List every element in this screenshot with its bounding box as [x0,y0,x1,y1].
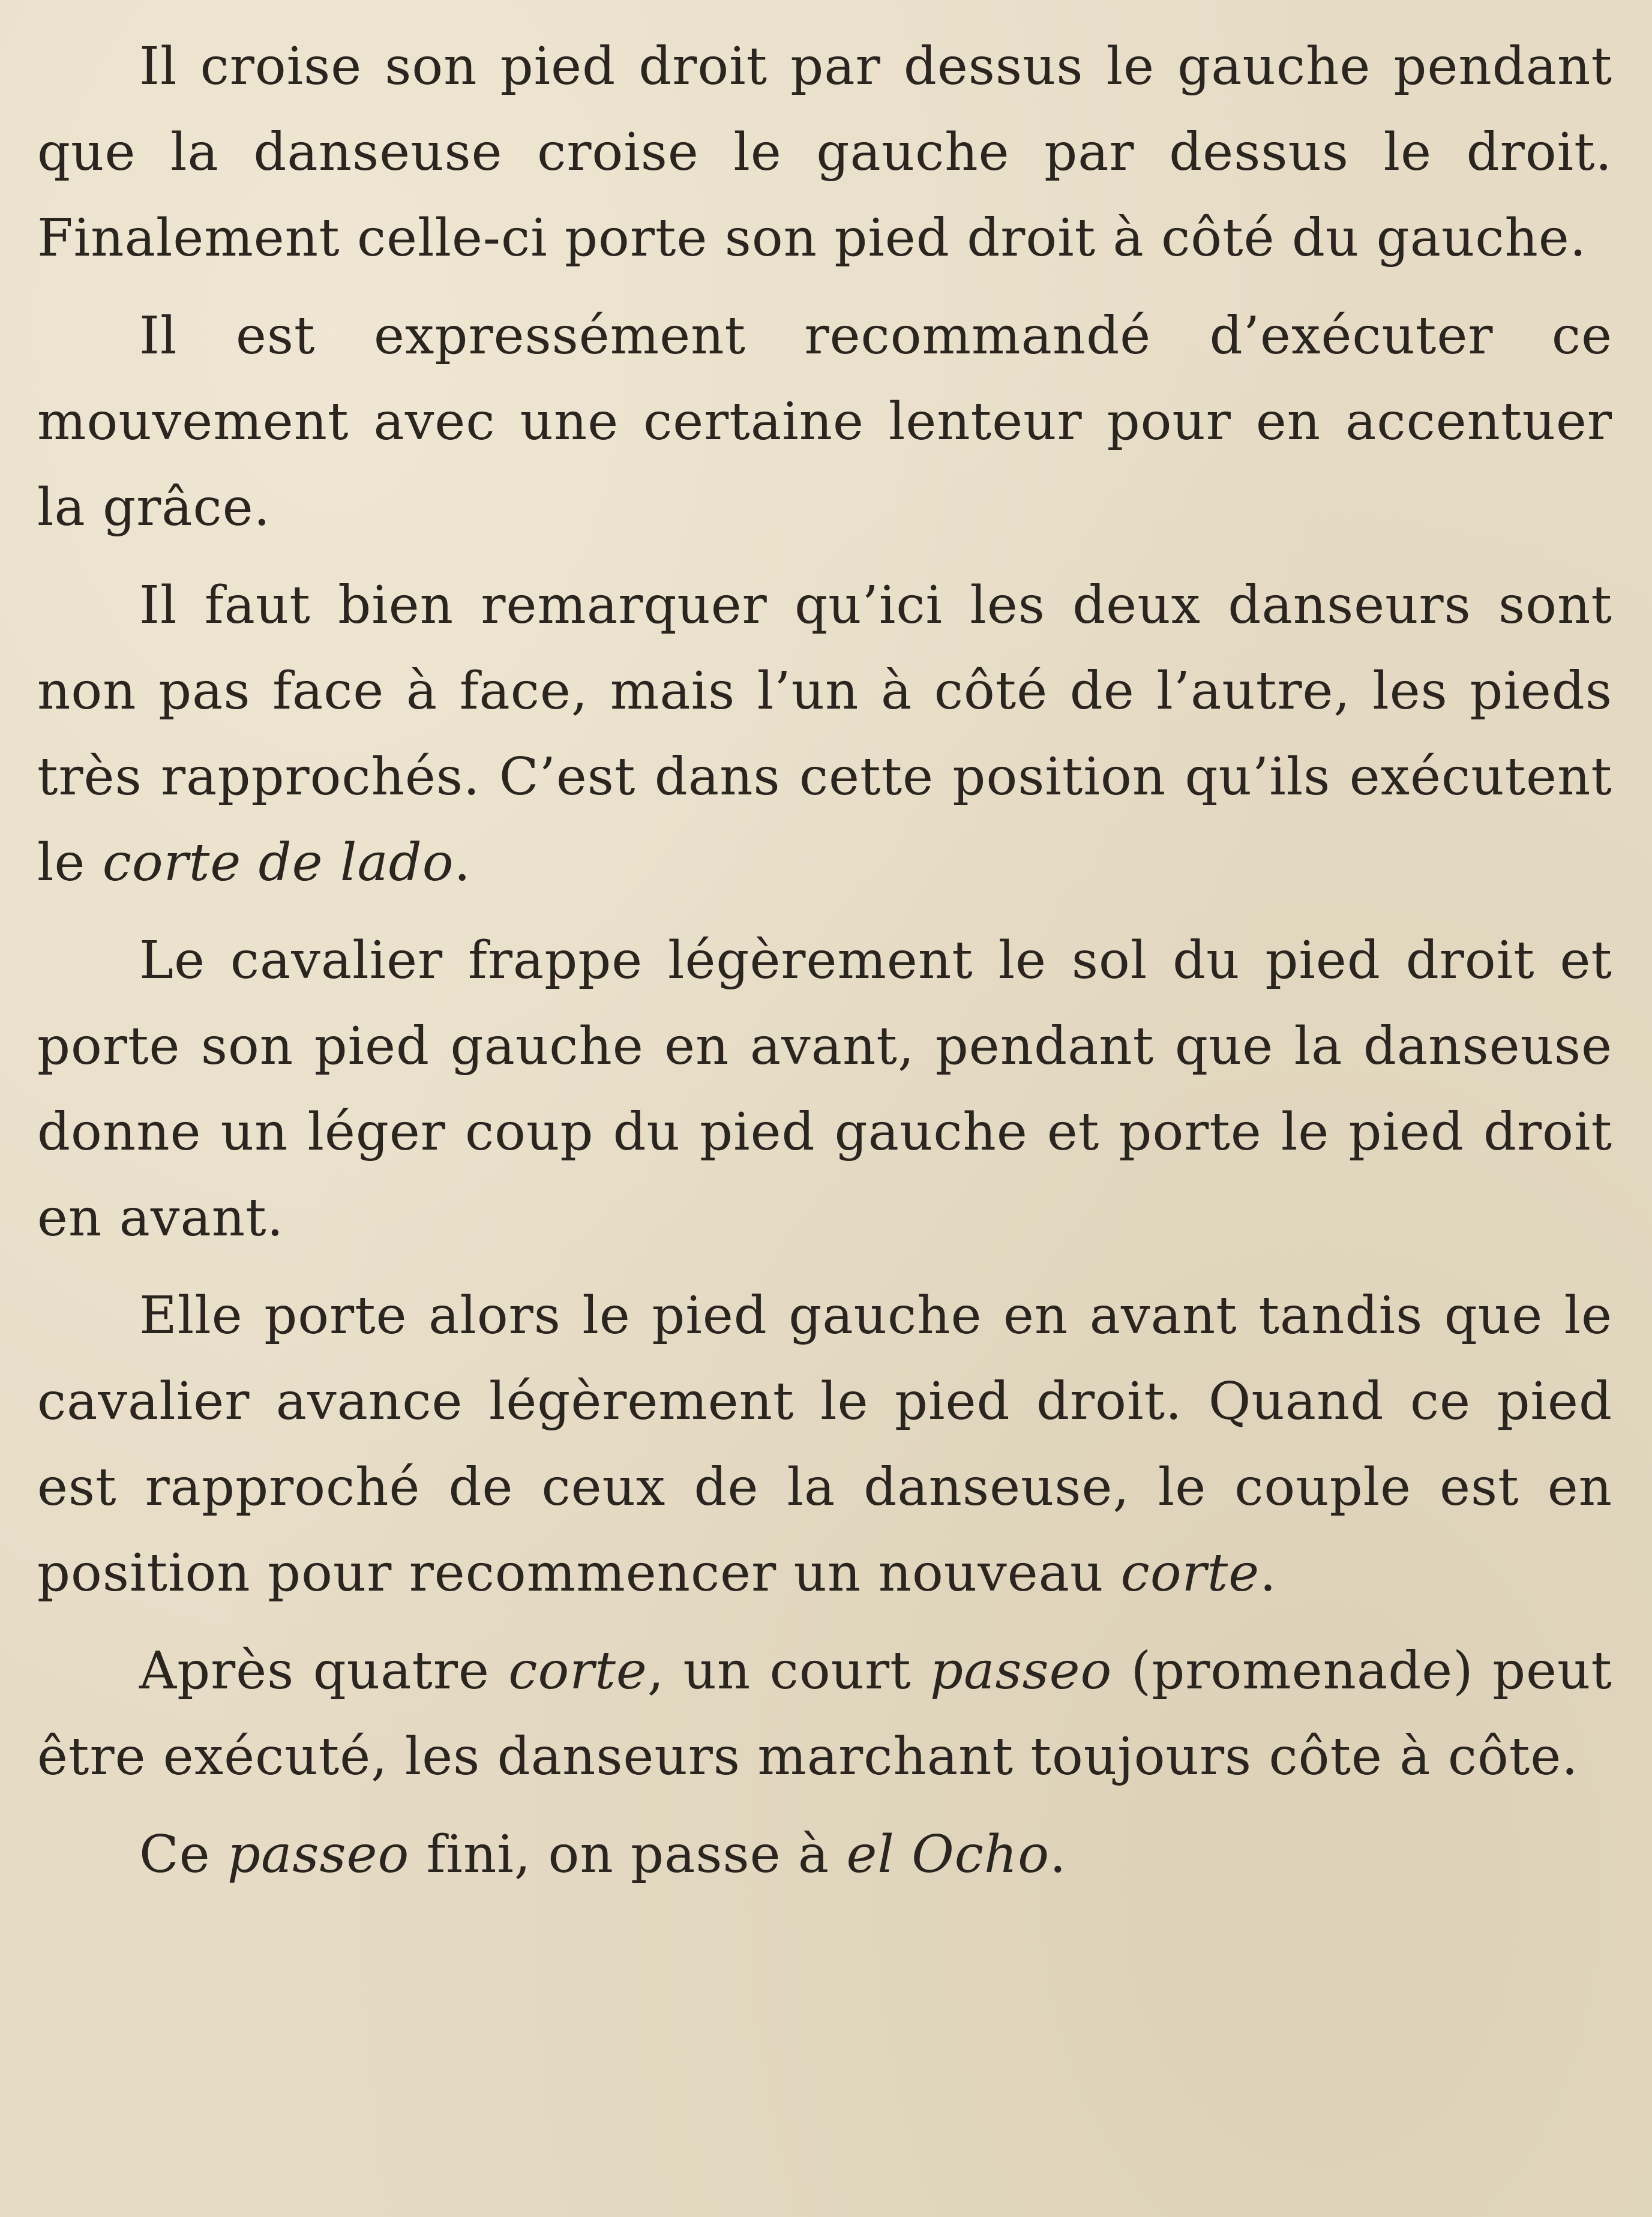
italic-term: corte [508,1641,647,1701]
paragraph-6 [37,1628,1612,1800]
text-segment: , un court [647,1641,931,1701]
italic-term: corte de lado [102,833,454,893]
text-segment: Ce [139,1825,228,1885]
text-segment: Le cavalier frappe légèrement le sol du pied droit et porte son pied gauche en avant, pendant que la danseuse donne un léger coup du pied gauche et porte le pied droit en avant. [37,931,1612,1248]
text-segment: (promenade) peut être exécuté, les danseurs marchant toujours côte à côte. [37,1641,1612,1787]
text-segment: . [1050,1825,1067,1885]
italic-term: el Ocho [846,1825,1050,1885]
paragraph-7 [37,1812,1612,1898]
text-segment: Il croise son pied droit par dessus le gauche pendant que la danseuse croise le gauche par dessus le droit. Finalement celle-ci porte son pied droit à côté du gauche. [37,37,1612,268]
paragraph-1 [37,24,1612,281]
italic-term: passeo [227,1825,410,1885]
text-segment: fini, on passe à [409,1825,847,1885]
paragraph-5 [37,1273,1612,1616]
italic-term: passeo [930,1641,1113,1701]
text-segment: Il faut bien remarquer qu’ici les deux danseurs sont non pas face à face, mais l’un à côté de l’autre, les pieds très rapprochés. C’est dans cette position qu’ils exécutent le [37,575,1612,893]
text-segment: Après quatre [139,1641,509,1701]
document-page [37,24,1612,2196]
italic-term: corte [1120,1543,1260,1603]
paragraph-2 [37,293,1612,551]
text-segment: . [1260,1543,1277,1603]
text-segment: . [454,833,471,893]
paragraph-4 [37,918,1612,1261]
text-segment: Elle porte alors le pied gauche en avant tandis que le cavalier avance légèrement le pied droit. Quand ce pied est rapproché de ceux de la danseuse, le couple est en position pour recommencer un nouveau [37,1286,1612,1603]
text-segment: Il est expressément recommandé d’exécuter ce mouvement avec une certaine lenteur pour en accentuer la grâce. [37,306,1612,538]
paragraph-3 [37,563,1612,906]
